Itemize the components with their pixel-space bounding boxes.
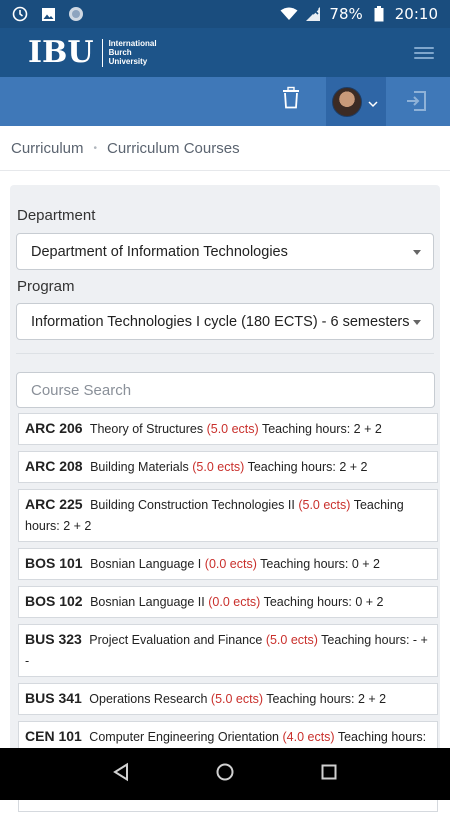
curriculum-panel [10, 185, 440, 765]
course-code: BUS 341 [25, 690, 82, 706]
department-select-value: Department of Information Technologies [31, 243, 288, 260]
wifi-icon [281, 6, 297, 22]
course-code: BUS 323 [25, 631, 82, 647]
course-code: BOS 101 [25, 555, 83, 571]
course-name: Theory of Structures [89, 422, 204, 436]
course-hours: Teaching hours: 2 + 2 [25, 498, 404, 533]
course-hours: Teaching hours: - + - [25, 633, 428, 668]
university-name-line3: University [108, 57, 148, 66]
logo-divider [102, 39, 103, 67]
course-ects: (5.0 ects) [192, 460, 245, 474]
course-name: Building Construction Technologies II [90, 498, 295, 512]
status-bar [0, 0, 450, 28]
program-select-value: Information Technologies I cycle (180 ECTS) - 6 semesters [31, 313, 410, 330]
course-item[interactable] [18, 683, 438, 715]
battery-icon [371, 6, 387, 22]
breadcrumb [0, 126, 450, 171]
breadcrumb-curriculum[interactable]: Curriculum [11, 139, 84, 157]
course-item[interactable] [18, 489, 438, 542]
home-icon[interactable] [216, 763, 234, 785]
breadcrumb-separator: • [93, 142, 98, 154]
course-name: Project Evaluation and Finance [89, 633, 263, 647]
no-signal-icon [305, 6, 321, 22]
course-name: Bosnian Language II [90, 595, 205, 609]
course-search-input[interactable] [16, 372, 435, 408]
back-icon[interactable] [113, 763, 129, 785]
course-name: Bosnian Language I [90, 557, 202, 571]
department-label: Department [17, 207, 96, 224]
course-ects: (5.0 ects) [210, 692, 264, 706]
course-hours: Teaching hours: 0 + 2 [260, 557, 381, 571]
course-hours: Teaching hours: 2 + 2 [247, 460, 368, 474]
user-menu-button[interactable] [326, 77, 386, 126]
course-item[interactable] [18, 624, 438, 677]
course-ects: (4.0 ects) [282, 730, 335, 744]
dropdown-arrow-icon [413, 320, 421, 325]
course-code: BOS 102 [25, 593, 83, 609]
avatar [332, 87, 362, 117]
hamburger-menu-icon[interactable] [414, 47, 434, 59]
course-ects: (0.0 ects) [204, 557, 257, 571]
recents-icon[interactable] [321, 764, 337, 784]
clock: 20:10 [394, 5, 438, 23]
ibu-logo[interactable]: IBU [28, 35, 94, 70]
image-notification-icon [40, 6, 56, 22]
battery-percent: 78% [329, 5, 363, 23]
logout-icon[interactable] [405, 90, 427, 116]
course-ects: (5.0 ects) [206, 422, 259, 436]
course-item[interactable] [18, 586, 438, 618]
program-select[interactable] [16, 303, 434, 340]
app-notification-icon [12, 6, 28, 22]
course-name: Operations Research [89, 692, 208, 706]
university-name [109, 39, 157, 66]
chevron-down-icon [368, 92, 378, 111]
course-name: Building Materials [90, 460, 189, 474]
department-select[interactable] [16, 233, 434, 270]
course-name: Computer Engineering Orientation [89, 730, 279, 744]
course-code: ARC 208 [25, 458, 83, 474]
dropdown-arrow-icon [413, 250, 421, 255]
course-code: ARC 206 [25, 420, 83, 436]
course-item[interactable] [18, 451, 438, 483]
breadcrumb-curriculum-courses: Curriculum Courses [107, 139, 240, 157]
navigation-bar [0, 748, 450, 800]
course-hours: Teaching hours: 2 + 2 [266, 692, 387, 706]
brand-bar [0, 28, 450, 77]
course-hours: Teaching hours: 2 + 2 [261, 422, 382, 436]
course-hours: Teaching hours: 0 + 2 [263, 595, 384, 609]
divider [16, 353, 434, 354]
trash-icon[interactable] [282, 87, 300, 109]
course-code: ARC 225 [25, 496, 83, 512]
course-hours: Teaching hours: [337, 730, 427, 744]
course-item[interactable] [18, 413, 438, 445]
course-ects: (0.0 ects) [208, 595, 261, 609]
sync-notification-icon [68, 6, 84, 22]
course-ects: (5.0 ects) [265, 633, 318, 647]
course-ects: (5.0 ects) [298, 498, 351, 512]
course-code: CEN 101 [25, 728, 82, 744]
action-bar [0, 77, 450, 126]
university-name-line2: Burch [108, 48, 132, 57]
course-item[interactable] [18, 548, 438, 580]
program-label: Program [17, 278, 75, 295]
university-name-line1: International [108, 39, 157, 48]
